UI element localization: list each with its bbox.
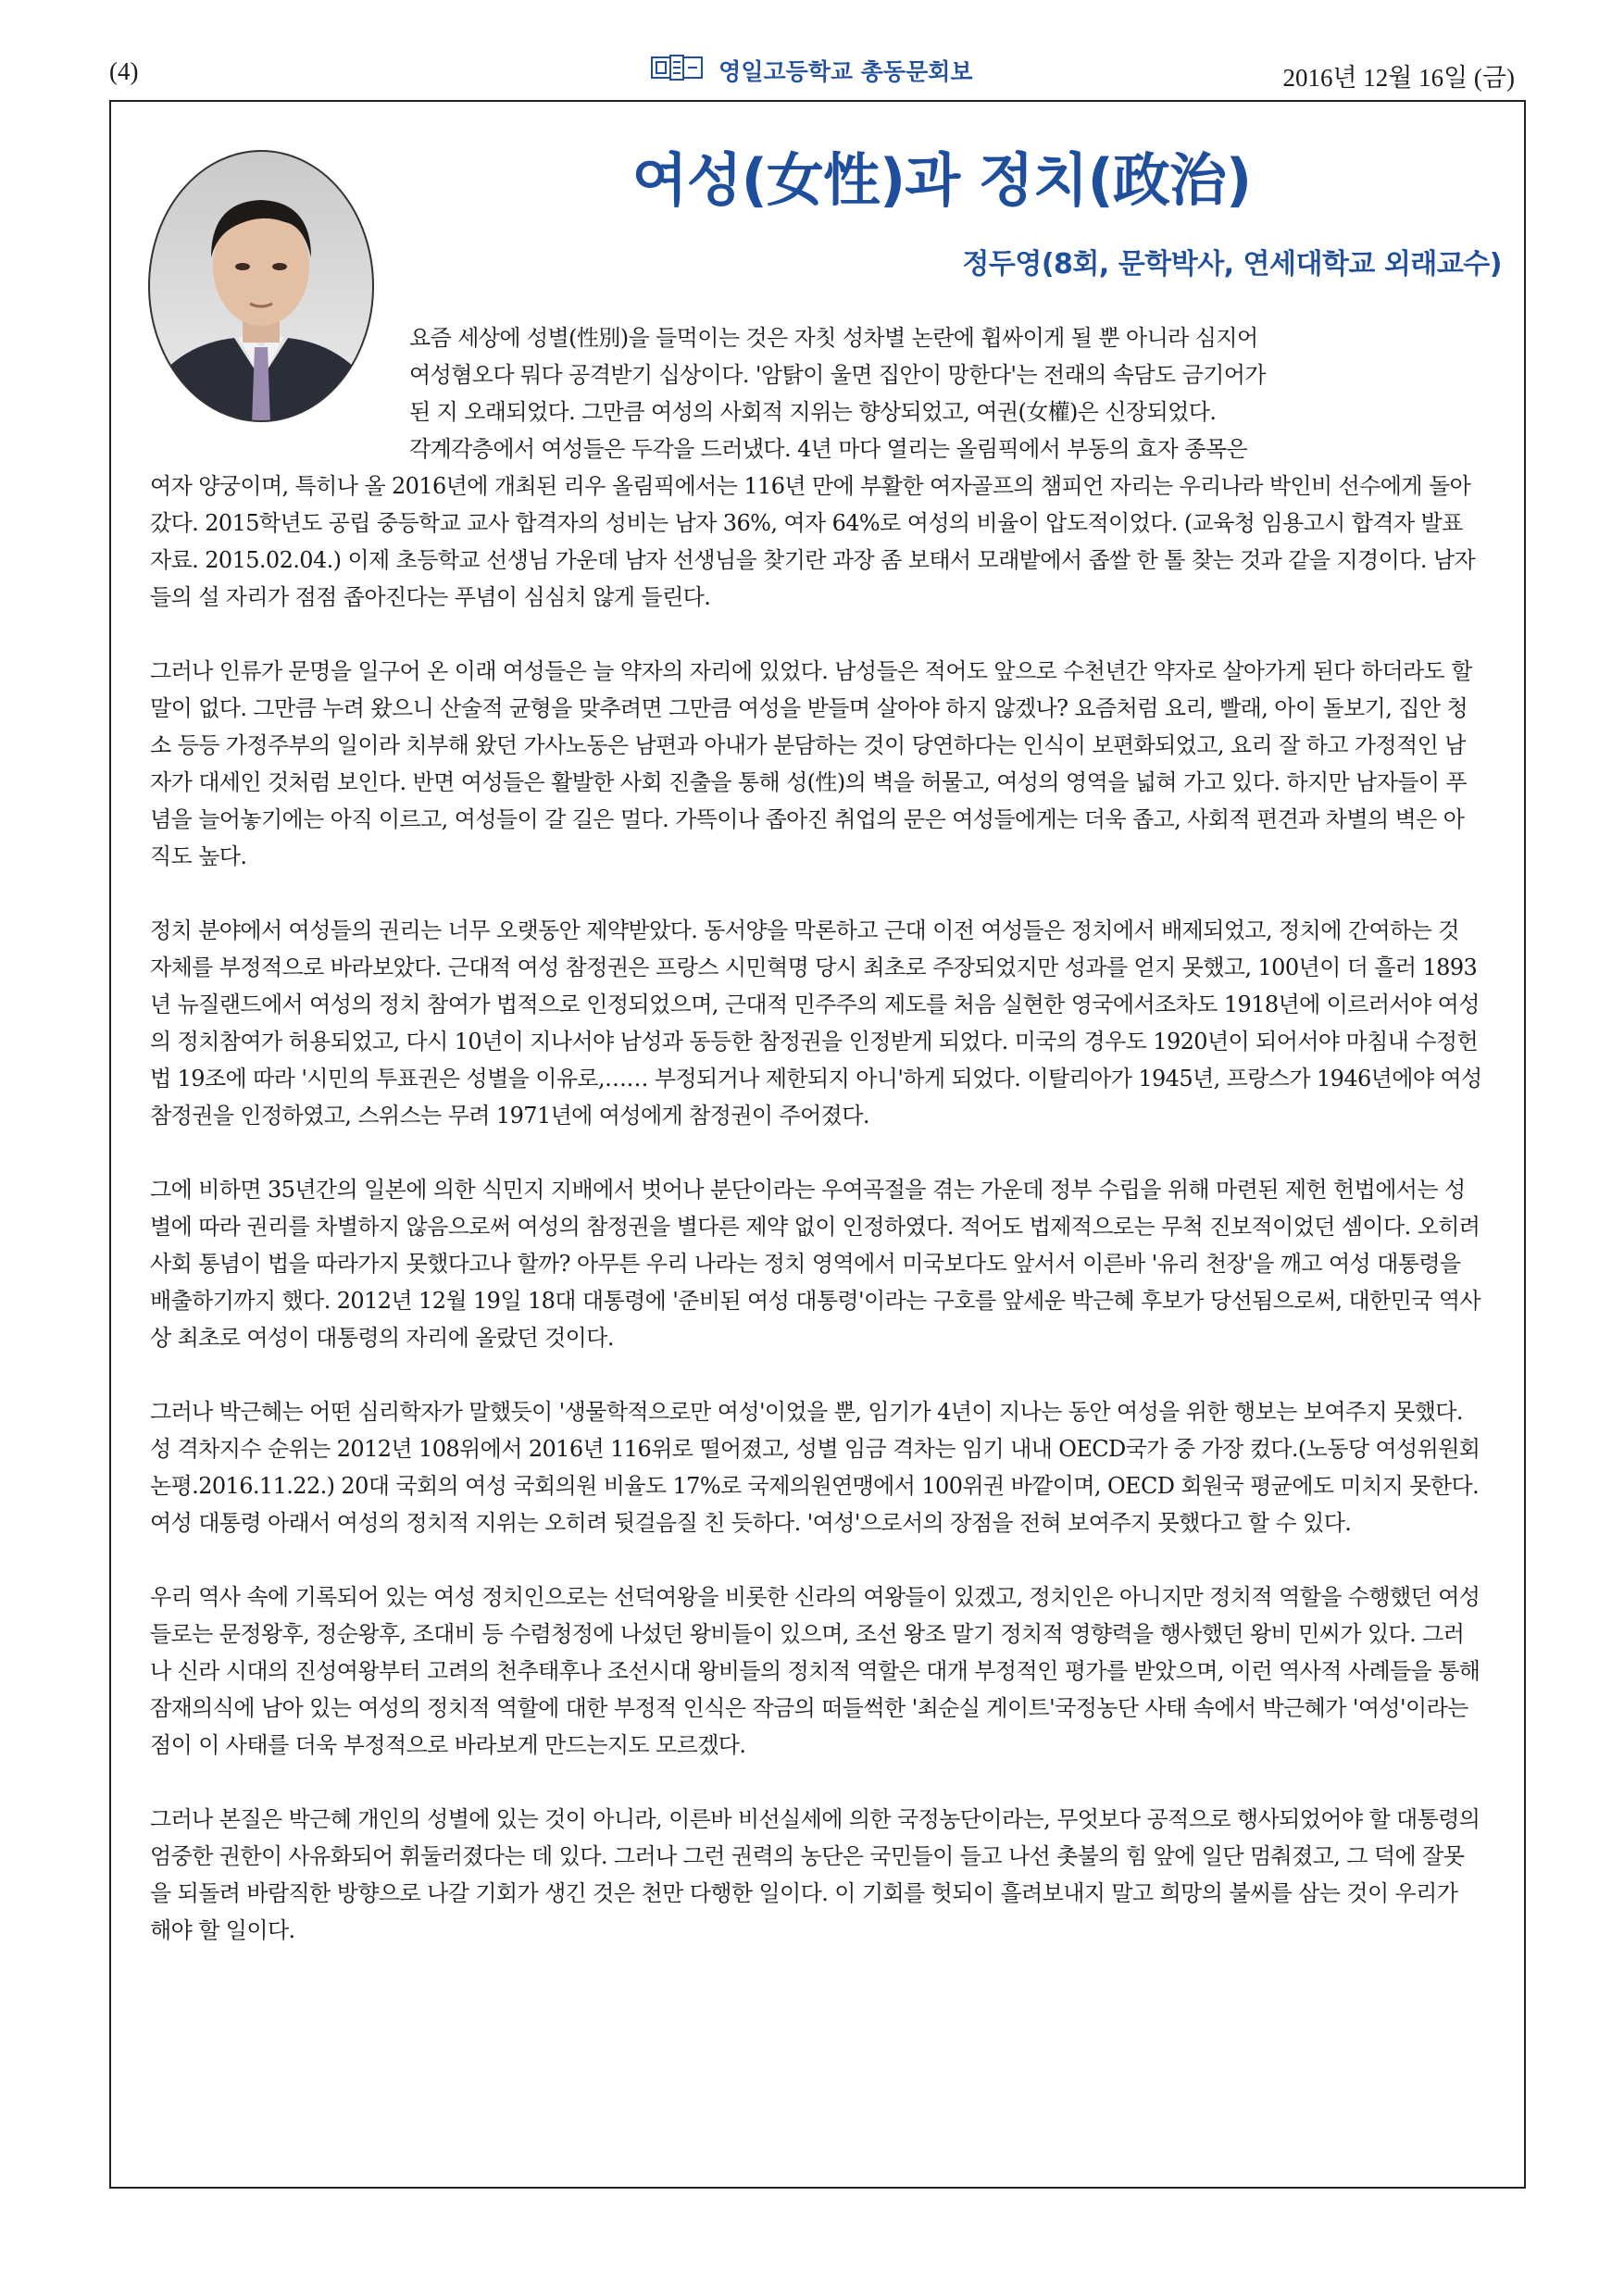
issue-date: 2016년 12월 16일 (금)	[1282, 64, 1515, 92]
page-header	[109, 54, 1515, 91]
school-emblem-icon	[651, 54, 703, 87]
page-number: (4)	[109, 57, 139, 85]
paragraph	[150, 319, 1483, 616]
paragraph-text: 여자 양궁이며, 특히나 올 2016년에 개최된 리우 올림픽에서는 116년 만에 부활한 여자골프의 챔피언 자리는 우리나라 박인비 선수에게 돌아갔다. 2015학년도 공립 중등학교 교사 합격자의 성비는 남자 36%, 여자 64%로 여성의 비율이 압도적이었다. (교육청 임용고시 합격자 발표자료. 2015.02.04.) 이제 초등학교 선생님 가운데 남자 선생님을 찾기란 과장 좀 보태서 모래밭에서 좁쌀 한 톨 찾는 것과 같을 지경이다. 남자들의 설 자리가 점점 좁아진다는 푸념이 심심치 않게 들린다.	[150, 473, 1476, 610]
paragraph: 그에 비하면 35년간의 일본에 의한 식민지 지배에서 벗어나 분단이라는 우여곡절을 겪는 가운데 정부 수립을 위해 마련된 제헌 헌법에서는 성별에 따라 권리를 차별하지 않음으로써 여성의 참정권을 별다른 제약 없이 인정하였다. 적어도 법제적으로는 무척 진보적이었던 셈이다. 오히려 사회 통념이 법을 따라가지 못했다고나 할까? 아무튼 우리 나라는 정치 영역에서 미국보다도 앞서서 이른바 '유리 천장'을 깨고 여성 대통령을 배출하기까지 했다. 2012년 12월 19일 18대 대통령에 '준비된 여성 대통령'이라는 구호를 앞세운 박근혜 후보가 당선됨으로써, 대한민국 역사상 최초로 여성이 대통령의 자리에 올랐던 것이다.	[150, 1177, 1480, 1351]
article-byline: 정두영(8회, 문학박사, 연세대학교 외래교수)	[962, 248, 1502, 281]
article-title: 여성(女性)과 정치(政治)	[631, 146, 1252, 214]
publication-name: 영일고등학교 총동문회보	[718, 58, 973, 85]
article-body	[150, 319, 1483, 1986]
paragraph: 그러나 인류가 문명을 일구어 온 이래 여성들은 늘 약자의 자리에 있었다. 남성들은 적어도 앞으로 수천년간 약자로 살아가게 된다 하더라도 할 말이 없다. 그만큼 누려 왔으니 산술적 균형을 맞추려면 그만큼 여성을 받들며 살아야 하지 않겠나? 요즘처럼 요리, 빨래, 아이 돌보기, 집안 청소 등등 가정주부의 일이라 치부해 왔던 가사노동은 남편과 아내가 분담하는 것이 당연하다는 인식이 보편화되었고, 요리 잘 하고 가정적인 남자가 대세인 것처럼 보인다. 반면 여성들은 활발한 사회 진출을 통해 성(性)의 벽을 허물고, 여성의 영역을 넓혀 가고 있다. 하지만 남자들이 푸념을 늘어놓기에는 아직 이르고, 여성들이 갈 길은 멀다. 가뜩이나 좁아진 취업의 문은 여성들에게는 더욱 좁고, 사회적 편견과 차별의 벽은 아직도 높다.	[150, 658, 1472, 869]
intro-line: 여성혐오다 뭐다 공격받기 십상이다. '암탉이 울면 집안이 망한다'는 전래의 속담도 금기어가	[409, 362, 1266, 388]
intro-line: 요즘 세상에 성별(性別)을 들먹이는 것은 자칫 성차별 논란에 휩싸이게 될 뿐 아니라 심지어	[409, 325, 1258, 351]
intro-line: 된 지 오래되었다. 그만큼 여성의 사회적 지위는 향상되었고, 여권(女權)은 신장되었다.	[409, 399, 1217, 425]
paragraph: 그러나 본질은 박근혜 개인의 성별에 있는 것이 아니라, 이른바 비선실세에 의한 국정농단이라는, 무엇보다 공적으로 행사되었어야 할 대통령의 엄중한 권한이 사유화되어 휘둘러졌다는 데 있다. 그러나 그런 권력의 농단은 국민들이 들고 나선 촛불의 힘 앞에 일단 멈춰졌고, 그 덕에 잘못을 되돌려 바람직한 방향으로 나갈 기회가 생긴 것은 천만 다행한 일이다. 이 기회를 헛되이 흘려보내지 말고 희망의 불씨를 삼는 것이 우리가 해야 할 일이다.	[150, 1806, 1480, 1943]
paragraph: 그러나 박근혜는 어떤 심리학자가 말했듯이 '생물학적으로만 여성'이었을 뿐, 임기가 4년이 지나는 동안 여성을 위한 행보는 보여주지 못했다. 성 격차지수 순위는 2012년 108위에서 2016년 116위로 떨어졌고, 성별 임금 격차는 임기 내내 OECD국가 중 가장 컸다.(노동당 여성위원회 논평.2016.11.22.) 20대 국회의 여성 국회의원 비율도 17%로 국제의원연맹에서 100위권 바깥이며, OECD 회원국 평균에도 미치지 못한다. 여성 대통령 아래서 여성의 정치적 지위는 오히려 뒷걸음질 친 듯하다. '여성'으로서의 장점을 전혀 보여주지 못했다고 할 수 있다.	[150, 1399, 1480, 1536]
intro-line: 각계각층에서 여성들은 두각을 드러냈다. 4년 마다 열리는 올림픽에서 부동의 효자 종목은	[409, 436, 1248, 462]
paragraph: 우리 역사 속에 기록되어 있는 여성 정치인으로는 선덕여왕을 비롯한 신라의 여왕들이 있겠고, 정치인은 아니지만 정치적 역할을 수행했던 여성들로는 문정왕후, 정순왕후, 조대비 등 수렴청정에 나섰던 왕비들이 있으며, 조선 왕조 말기 정치적 영향력을 행사했던 왕비 민씨가 있다. 그러나 신라 시대의 진성여왕부터 고려의 천추태후나 조선시대 왕비들의 정치적 역할은 대개 부정적인 평가를 받았으며, 이런 역사적 사례들을 통해 잠재의식에 남아 있는 여성의 정치적 역할에 대한 부정적 인식은 작금의 떠들썩한 '최순실 게이트'국정농단 사태 속에서 박근혜가 '여성'이라는 점이 이 사태를 더욱 부정적으로 바라보게 만드는지도 모르겠다.	[150, 1584, 1480, 1758]
paragraph: 정치 분야에서 여성들의 권리는 너무 오랫동안 제약받았다. 동서양을 막론하고 근대 이전 여성들은 정치에서 배제되었고, 정치에 간여하는 것 자체를 부정적으로 바라보았다. 근대적 여성 참정권은 프랑스 시민혁명 당시 최초로 주장되었지만 성과를 얻지 못했고, 100년이 더 흘러 1893년 뉴질랜드에서 여성의 정치 참여가 법적으로 인정되었으며, 근대적 민주주의 제도를 처음 실현한 영국에서조차도 1918년에 이르러서야 여성의 정치참여가 허용되었고, 다시 10년이 지나서야 남성과 동등한 참정권을 인정받게 되었다. 미국의 경우도 1920년이 되어서야 마침내 수정헌법 19조에 따라 '시민의 투표권은 성별을 이유로,…… 부정되거나 제한되지 아니'하게 되었다. 이탈리아가 1945년, 프랑스가 1946년에야 여성 참정권을 인정하였고, 스위스는 무려 1971년에 여성에게 참정권이 주어졌다.	[150, 917, 1482, 1129]
